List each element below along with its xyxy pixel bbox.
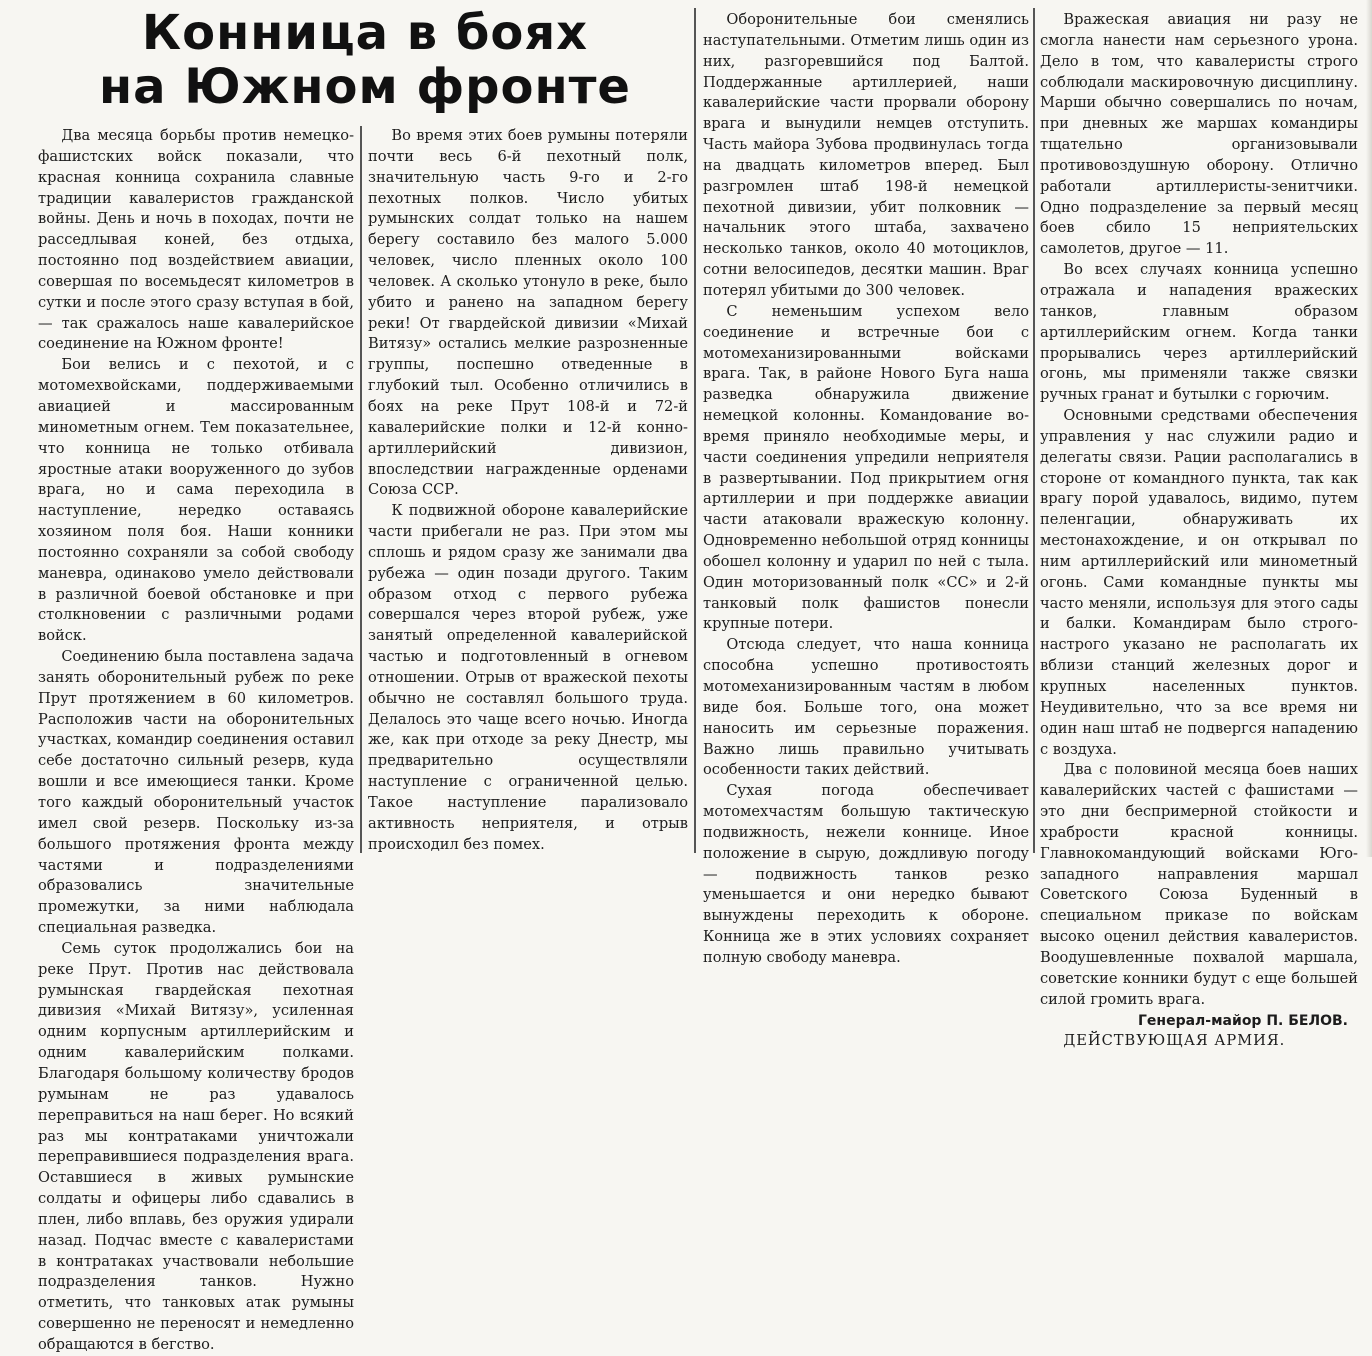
column-rule (360, 126, 362, 853)
paragraph-final: Два с половиной месяца боев наших кавалерийских частей с фашистами — это дни беспримерной стойкости и храбрости красной конницы. Главнокомандующий войсками Юго-западного направления маршал Советского Союза Буденный в специальном приказе по войскам высоко оценил действия кавалеристов. Воодушевленные похвалой маршала, советские конники будут с еще большей силой громить врага. (1040, 761, 1358, 1008)
article-column-2 (368, 126, 688, 852)
paragraph-mobile-defense: К подвижной обороне кавалерийские части прибегали не раз. При этом мы сплошь и рядом сразу же занимали два рубежа — один позади другого. Таким образом отход с первого рубежа совершался через второй рубеж, уже занятый определенной кавалерийской частью и подготовленный в огневом отношении. Отрыв от вражеской пехоты обычно не составлял большого труда. Делалось это чаще всего ночью. Иногда же, как при отходе за реку Днестр, мы предварительно осуществляли наступление с ограниченной целью. Такое наступление парализовало активность неприятеля, и отрыв происходил без помех. (368, 502, 688, 853)
paragraph-seven-days: Семь суток продолжались бои на реке Прут. Против нас действовала румынская гвардейская пехотная дивизия «Михай Витязу», усиленная одним корпусным артиллерийским и одним кавалерийским полками. Благодаря большому количеству бродов румынам не раз удавалось переправиться на наш берег. Но всякий раз мы контратаками уничтожали переправившиеся подразделения врага. Оставшиеся в живых румынские солдаты и офицеры либо сдавались в плен, либо вплавь, без оружия удирали назад. Подчас вместе с кавалеристами в контратаках участвовали небольшие подразделения танков. Нужно отметить, что танковых атак румыны совершенно не переносят и немедленно обращаются в бегство. (38, 939, 354, 1353)
paragraph-communications: Основными средствами обеспечения управления у нас служили радио и делегаты связи. Рации располагались в стороне от командного пункта, так как врагу порой удавалось, видимо, путем пеленгации, обнаруживать их местонахождение, и он открывал по ним артиллерийский или минометный огонь. Сами командные пункты мы часто меняли, используя для этого сады и балки. Командирам было строго-настрого указано не располагать их вблизи станций железных дорог и крупных населенных пунктов. Неудивительно, что за все время ни один наш штаб не подвергся нападению с воздуха. (1040, 407, 1358, 758)
paragraph-romanian-losses: Во время этих боев румыны потеряли почти весь 6-й пехотный полк, значительную часть 9-го и 2-го пехотных полков. Число убитых румынских солдат только на нашем берегу составило без малого 5.000 человек, число пленных около 100 человек. А сколько утонуло в реке, было убито и ранено на западном берегу реки! От гвардейской дивизии «Михай Витязу» остались мелкие разрозненные группы, поспешно отведенные в глубокий тыл. Особенно отличились в боях на реке Прут 108-й и 72-й кавалерийские полки и 12-й конно-артиллерийский дивизион, впоследствии награжденные орденами Союза ССР. (368, 127, 688, 499)
author-signature: Генерал-майор П. БЕЛОВ. (1138, 1012, 1348, 1029)
dateline: ДЕЙСТВУЮЩАЯ АРМИЯ. (1063, 1032, 1286, 1050)
article-headline (20, 6, 710, 124)
paragraph-air-defense: Вражеская авиация ни разу не смогла нанести нам серьезного урона. Дело в том, что кавалеристы строго соблюдали маскировочную дисциплину. Марши обычно совершались по ночам, при дневных же маршах командиры тщательно организовывали противовоздушную оборону. Отлично работали артиллеристы-зенитчики. Одно подразделение за первый месяц боев сбило 15 неприятельских самолетов, другое — 11. (1040, 11, 1358, 258)
paragraph-prut-defense: Соединению была поставлена задача занять оборонительный рубеж по реке Прут протяжением в 60 километров. Расположив части на оборонительных участках, командир соединения оставил себе достаточно сильный резерв, куда вошли и все имеющиеся танки. Кроме того каждый оборонительный участок имел свой резерв. Поскольку из-за большого протяжения фронта между частями и подразделениями образовались значительные промежутки, за ними наблюдала специальная разведка. (38, 648, 354, 937)
column-rule (694, 8, 696, 853)
paragraph-balta-offensive: Оборонительные бои сменялись наступательными. Отметим лишь один из них, разгоревшийся под Балтой. Поддержанные артиллерией, наши кавалерийские части прорвали оборону врага и вынудили немцев отступить. Часть майора Зубова продвинулась тогда на двадцать километров вперед. Был разгромлен штаб 198-й немецкой пехотной дивизии, убит полковник — начальник этого штаба, захвачено несколько танков, около 40 мотоциклов, сотни велосипедов, десятки машин. Враг потерял убитыми до 300 человек. (703, 11, 1029, 299)
page-edge-shadow (1366, 0, 1372, 857)
paragraph-conclusion-cavalry: Отсюда следует, что наша конница способна успешно противостоять мотомеханизированным частям в любом виде боя. Больше того, она может наносить им серьезные поражения. Важно лишь правильно учитывать особенности таких действий. (703, 636, 1029, 779)
paragraph-anti-tank: Во всех случаях конница успешно отражала и нападения вражеских танков, главным образом артиллерийским огнем. Когда танки прорывались через артиллерийский огонь, мы применяли также связки ручных гранат и бутылки с горючим. (1040, 261, 1358, 404)
article-column-3 (703, 10, 1029, 966)
article-column-4 (1040, 10, 1358, 1050)
paragraph-tactics: Бои велись и с пехотой, и с мотомехвойсками, поддерживаемыми авиацией и массированным минометным огнем. Тем показательнее, что конница не только отбивала яростные атаки вооруженного до зубов врага, но и сама переходила в наступление, нередко оставаясь хозяином поля боя. Наши конники постоянно сохраняли за собой свободу маневра, одинаково умело действовали в различной боевой обстановке и при столкновении с различными родами войск. (38, 356, 354, 645)
article-column-1 (38, 126, 354, 1353)
headline-line-1: Конница в боях (141, 5, 589, 61)
paragraph-intro: Два месяца борьбы против немецко-фашистских войск показали, что красная конница сохранила славные традиции кавалеристов гражданской войны. День и ночь в походах, почти не расседлывая коней, без отдыха, постоянно под воздействием авиации, совершая по восемьдесят километров в сутки и после этого сразу вступая в бой, — так сражалось наше кавалерийское соединение на Южном фронте! (38, 127, 354, 353)
paragraph-weather: Сухая погода обеспечивает мотомехчастям большую тактическую подвижность, нежели коннице. Иное положение в сырую, дождливую погоду — подвижность танков резко уменьшается и они нередко бывают вынуждены переходить к обороне. Конница же в этих условиях сохраняет полную свободу маневра. (703, 782, 1029, 966)
column-rule (1033, 8, 1035, 853)
headline-line-2: на Южном фронте (99, 59, 631, 115)
paragraph-novy-bug: С неменьшим успехом вело соединение и встречные бои с мотомеханизированными войсками врага. Так, в районе Нового Буга наша разведка обнаружила движение немецкой колонны. Командование во-время приняло необходимые меры, и части соединения упредили неприятеля в развертывании. Под прикрытием огня артиллерии и при поддержке авиации части атаковали вражескую колонну. Одновременно небольшой отряд конницы обошел колонну и ударил по ней с тыла. Один моторизованный полк «СС» и 2-й танковый полк фашистов понесли крупные потери. (703, 302, 1029, 633)
